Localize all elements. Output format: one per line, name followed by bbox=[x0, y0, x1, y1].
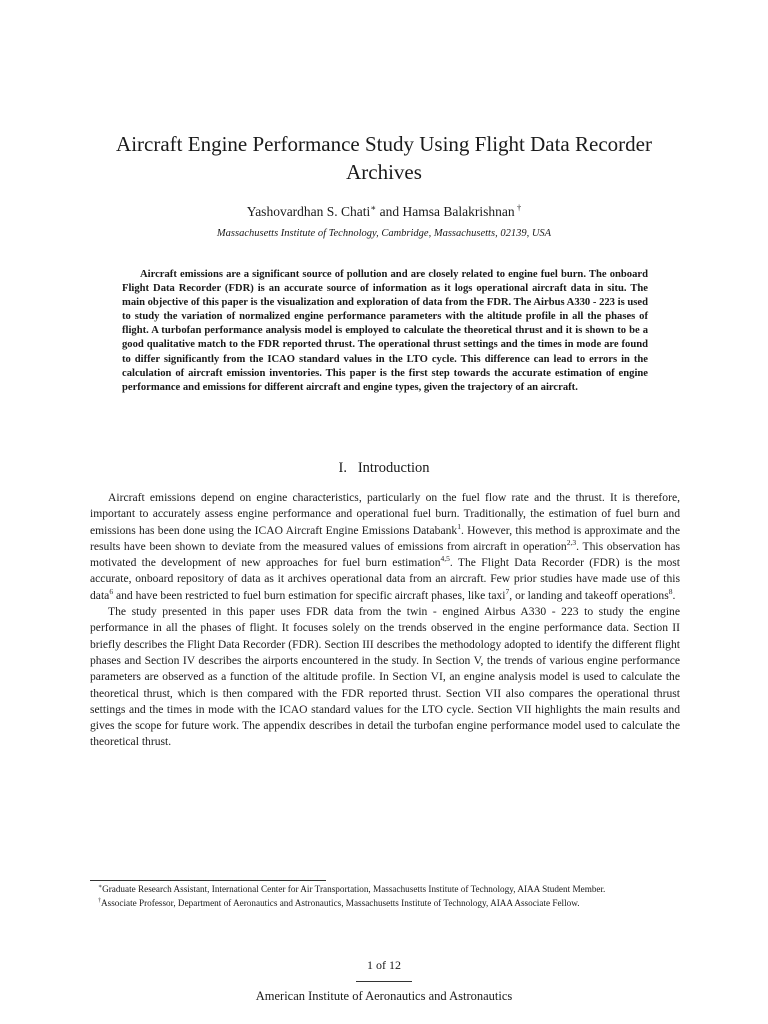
footnote-mark: ∗ bbox=[370, 202, 377, 213]
text-run: . The Flight Data Recorder (FDR) is the most accurate, onboard repository of data as it archives operational data from an aircraft. Few prior studies have made use of this data bbox=[90, 556, 680, 602]
author-name: Yashovardhan S. Chati bbox=[246, 204, 371, 219]
author-name: Hamsa Balakrishnan bbox=[402, 204, 515, 219]
section-number: I. bbox=[338, 460, 347, 476]
footnote-mark: ∗ bbox=[98, 883, 103, 890]
paragraph: The study presented in this paper uses FDR data from the twin - engined Airbus A330 - 223 to study the engine performance in all the phases of flight. It focuses solely on the trends observed in the engine performance data. Section II briefly describes the Flight Data Recorder (FDR). Section III describes the methodology adopted to identify the different flight phases and Section IV describes the airports encountered in the study. In Section V, the trends of various engine performance parameters are observed as a function of the altitude profile. In Section VI, an engine analysis model is used to calculate the theoretical thrust, which is then compared with the FDR reported thrust. Section VII also compares the operational thrust settings and the times in mode with the ICAO standard values for the LTO cycle. Section VII highlights the main results and gives the scope for future work. The appendix describes in detail the turbofan engine performance model used to calculate the theoretical thrust. bbox=[90, 605, 680, 749]
text-run: . bbox=[672, 588, 676, 602]
section-title: Introduction bbox=[357, 460, 430, 476]
footnote-mark: † bbox=[98, 898, 101, 905]
section-heading bbox=[80, 460, 688, 477]
text-run: , or landing and takeoff operations bbox=[509, 588, 669, 602]
footnote-text: Associate Professor, Department of Aeronautics and Astronautics, Massachusetts Institute of Technology, AIAA Associate Fellow. bbox=[100, 898, 580, 909]
affiliation: Massachusetts Institute of Technology, Cambridge, Massachusetts, 02139, USA bbox=[216, 228, 552, 239]
abstract: Aircraft emissions are a significant source of pollution and are closely related to engine fuel burn. The onboard Flight Data Recorder (FDR) is an accurate source of information as it logs operational aircraft data in situ. The main objective of this paper is the visualization and exploration of data from the FDR. The Airbus A330 - 223 is used to study the variation of normalized engine performance parameters with the altitude profile in all the phases of flight. A turbofan performance analysis model is employed to calculate the theoretical thrust and it is shown to be a good qualitative match to the FDR reported thrust. The operational thrust settings and the times in mode are found to differ significantly from the ICAO standard values in the LTO cycle. This difference can lead to errors in the calculation of aircraft emission inventories. This paper is the first step towards the accurate estimation of engine performance and emissions for different aircraft and engine types, given the trajectory of an aircraft. bbox=[122, 269, 648, 393]
page-number: 1 of 12 bbox=[367, 958, 401, 972]
text-run: and have been restricted to fuel burn estimation for specific aircraft phases, like taxi bbox=[113, 588, 506, 602]
author-conjunction: and bbox=[376, 204, 403, 219]
body-text bbox=[90, 490, 680, 751]
footnote-mark: † bbox=[514, 202, 522, 213]
footnotes bbox=[90, 883, 680, 911]
text-run: Aircraft emissions depend on engine characteristics, particularly on the fuel flow rate and the thrust. It is therefore, important to accurately assess engine performance and operational fuel burn. Traditionally, the estimation of fuel burn and emissions has been done using the ICAO Aircraft Engine Emissions Databank bbox=[90, 491, 680, 537]
text-run: . However, this method is approximate and the results have been shown to deviate from the measured values of emissions from aircraft in operation bbox=[90, 523, 680, 553]
footer-publisher: American Institute of Aeronautics and Astronautics bbox=[255, 989, 513, 1003]
citation: 7 bbox=[505, 586, 510, 596]
citation: 1 bbox=[457, 521, 461, 531]
citation: 2,3 bbox=[566, 538, 577, 548]
footnote-divider bbox=[90, 880, 326, 881]
footer-divider bbox=[356, 981, 412, 982]
citation: 6 bbox=[109, 586, 114, 596]
footnote bbox=[90, 897, 680, 909]
citation: 4,5 bbox=[440, 554, 450, 564]
paragraph bbox=[90, 490, 680, 604]
text-run: . This observation has motivated the development of new approaches for fuel burn estimation bbox=[90, 539, 680, 570]
footnote bbox=[90, 883, 680, 895]
footnote-text: Graduate Research Assistant, International Center for Air Transportation, Massachusetts Institute of Technology, AIAA Student Member. bbox=[102, 884, 606, 894]
paper-title: Aircraft Engine Performance Study Using Flight Data Recorder Archives bbox=[116, 132, 652, 184]
citation: 8 bbox=[668, 586, 673, 596]
author-line bbox=[80, 204, 688, 220]
